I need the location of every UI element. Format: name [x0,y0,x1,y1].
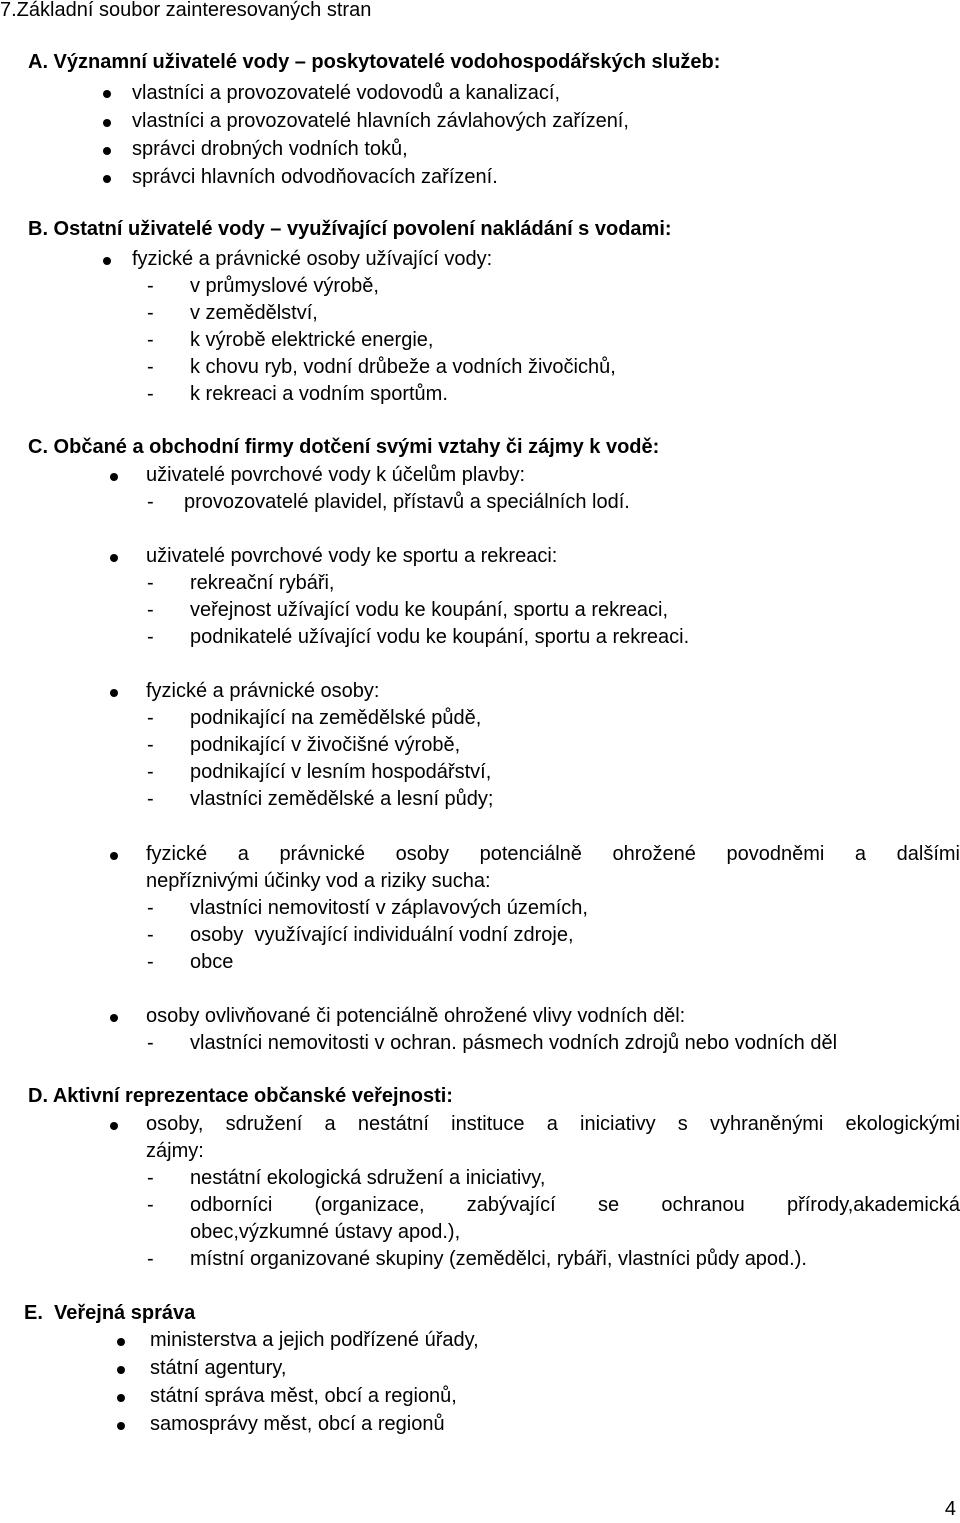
dash-icon: - [147,275,154,297]
section-c-bullet-line: fyzické a právnické osoby potenciálně ohrožené povodněmi a dalšími [146,843,960,865]
section-c-sub-item: podnikající v lesním hospodářství, [190,761,492,783]
section-d-sub-item-continued: obec,výzkumné ústavy apod.), [190,1221,461,1243]
bullet-icon [117,1394,125,1402]
bullet-icon [110,689,118,697]
section-b-bullet: fyzické a právnické osoby užívající vody: [132,248,493,270]
section-a-item: správci hlavních odvodňovacích zařízení. [132,166,498,188]
section-a-item: vlastníci a provozovatelé vodovodů a kanalizací, [132,82,561,104]
bullet-icon [110,554,118,562]
section-c-sub-item: provozovatelé plavidel, přístavů a speciálních lodí. [184,491,630,513]
section-d-bullet-line: osoby, sdružení a nestátní instituce a iniciativy s vyhraněnými ekologickými [146,1113,960,1135]
section-c-sub-item: rekreační rybáři, [190,572,335,594]
section-c-sub-item: vlastníci zemědělské a lesní půdy; [190,788,494,810]
section-d-heading: D. Aktivní reprezentace občanské veřejnosti: [28,1085,453,1107]
section-d-sub-item: nestátní ekologická sdružení a iniciativy, [190,1167,546,1189]
page-number: 4 [944,1498,956,1520]
section-c-sub-item: vlastníci nemovitostí v záplavových územích, [190,897,588,919]
dash-icon: - [147,1032,154,1054]
dash-icon: - [147,924,154,946]
section-e-item: samosprávy měst, obcí a regionů [150,1413,445,1435]
dash-icon: - [147,1167,154,1189]
bullet-icon [103,257,111,265]
section-c-bullet-line: nepříznivými účinky vod a riziky sucha: [146,870,491,892]
section-c-sub-item: veřejnost užívající vodu ke koupání, sportu a rekreaci, [190,599,669,621]
bullet-icon [117,1422,125,1430]
section-a-item: vlastníci a provozovatelé hlavních závlahových zařízení, [132,110,629,132]
dash-icon: - [147,1194,154,1216]
section-e-item: státní správa měst, obcí a regionů, [150,1385,457,1407]
dash-icon: - [147,951,154,973]
dash-icon: - [147,788,154,810]
section-e-item: ministerstva a jejich podřízené úřady, [150,1329,479,1351]
bullet-icon [110,852,118,860]
section-b-sub-item: v průmyslové výrobě, [190,275,379,297]
dash-icon: - [147,572,154,594]
dash-icon: - [147,599,154,621]
section-c-bullet: uživatelé povrchové vody k účelům plavby: [146,464,526,486]
section-c-sub-item: osoby využívající individuální vodní zdroje, [190,924,574,946]
bullet-icon [103,90,111,98]
section-c-sub-item: vlastníci nemovitosti v ochran. pásmech vodních zdrojů nebo vodních děl [190,1032,838,1054]
dash-icon: - [147,1248,154,1270]
dash-icon: - [147,897,154,919]
bullet-icon [103,147,111,155]
section-b-sub-item: v zemědělství, [190,302,318,324]
section-a-item: správci drobných vodních toků, [132,138,408,160]
section-c-sub-item: podnikatelé užívající vodu ke koupání, sportu a rekreaci. [190,626,690,648]
section-b-sub-item: k rekreaci a vodním sportům. [190,383,448,405]
bullet-icon [103,119,111,127]
section-c-sub-item: podnikající na zemědělské půdě, [190,707,482,729]
dash-icon: - [147,383,154,405]
section-d-bullet-line: zájmy: [146,1140,204,1162]
section-d-sub-item: odborníci (organizace, zabývající se ochranou přírody,akademická [190,1194,960,1216]
section-c-heading: C. Občané a obchodní firmy dotčení svými vztahy či zájmy k vodě: [28,436,660,458]
dash-icon: - [147,734,154,756]
dash-icon: - [147,491,154,513]
section-b-heading: B. Ostatní uživatelé vody – využívající povolení nakládání s vodami: [28,218,672,240]
bullet-icon [117,1338,125,1346]
dash-icon: - [147,707,154,729]
section-b-sub-item: k výrobě elektrické energie, [190,329,434,351]
bullet-icon [110,1122,118,1130]
page-title: 7.Základní soubor zainteresovaných stran [0,0,372,21]
dash-icon: - [147,761,154,783]
section-c-bullet: fyzické a právnické osoby: [146,680,380,702]
section-a-heading: A. Významní uživatelé vody – poskytovatelé vodohospodářských služeb: [28,51,721,73]
bullet-icon [117,1366,125,1374]
section-c-bullet: osoby ovlivňované či potenciálně ohrožené vlivy vodních děl: [146,1005,686,1027]
dash-icon: - [147,626,154,648]
section-c-sub-item: podnikající v živočišné výrobě, [190,734,461,756]
bullet-icon [110,473,118,481]
section-e-item: státní agentury, [150,1357,287,1379]
section-e-heading: E. Veřejná správa [24,1302,196,1324]
section-c-bullet: uživatelé povrchové vody ke sportu a rekreaci: [146,545,558,567]
dash-icon: - [147,356,154,378]
dash-icon: - [147,329,154,351]
bullet-icon [110,1014,118,1022]
dash-icon: - [147,302,154,324]
section-c-sub-item: obce [190,951,234,973]
section-d-sub-item: místní organizované skupiny (zemědělci, rybáři, vlastníci půdy apod.). [190,1248,807,1270]
bullet-icon [103,175,111,183]
section-b-sub-item: k chovu ryb, vodní drůbeže a vodních živočichů, [190,356,616,378]
